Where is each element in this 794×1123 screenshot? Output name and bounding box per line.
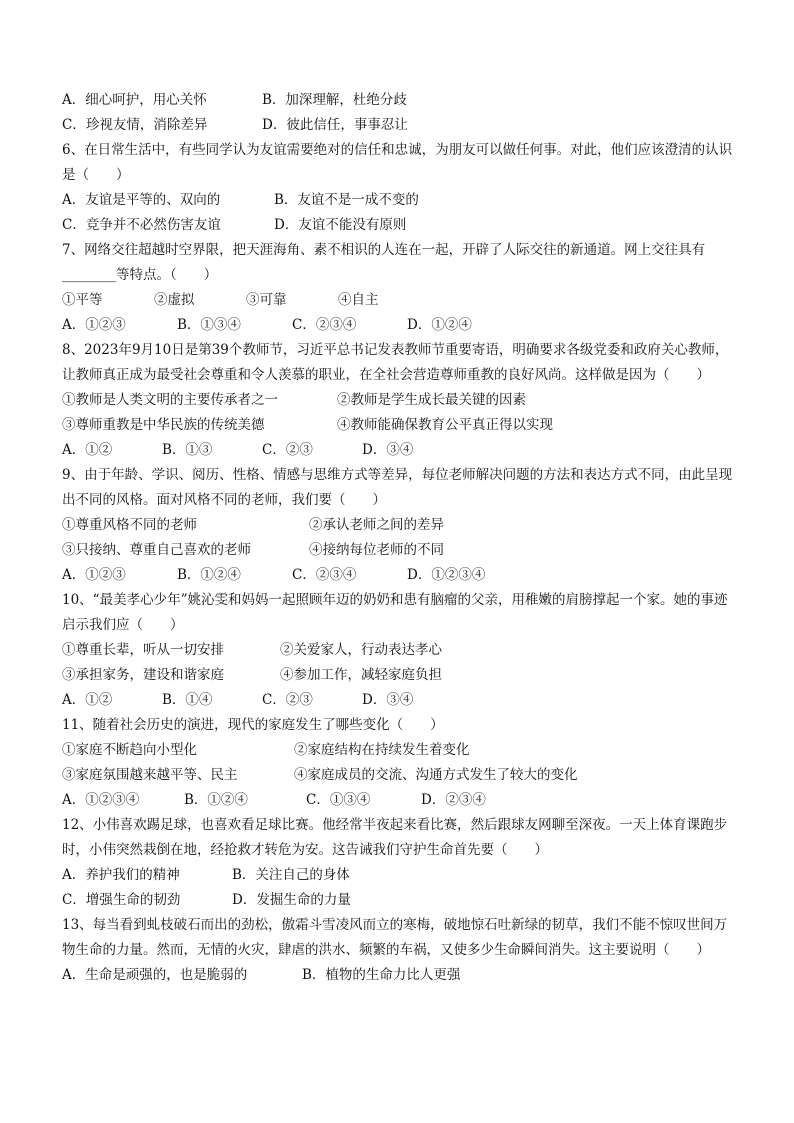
statement-row (62, 288, 734, 313)
option-b: B．①④ (162, 692, 213, 708)
option-row (62, 88, 734, 113)
option-c: C．竞争并不必然伤害友谊 (62, 217, 221, 233)
option-a: A．①② (62, 442, 113, 458)
option-d: D．发掘生命的力量 (232, 892, 351, 908)
question-stem: 13、每当看到虬枝破石而出的劲松，傲霜斗雪凌风而立的寒梅，破地惊石吐新绿的韧草，我们不能不惊叹世间万物生命的力量。然而，无情的火灾，肆虐的洪水、频繁的车祸，又使多少生命瞬间消失。这主要说明（ ） (62, 917, 728, 958)
option-b: B．友谊不是一成不变的 (274, 192, 419, 208)
statement-row (62, 738, 734, 763)
statement-1: ①尊重风格不同的老师 (62, 517, 197, 533)
option-a: A．①②③ (62, 567, 126, 583)
question-stem: 10、“最美孝心少年”姚沁雯和妈妈一起照顾年迈的奶奶和患有脑瘤的父亲，用稚嫩的肩膀撑起一个家。她的事迹启示我们应（ ） (62, 592, 728, 633)
statement-1: ①平等 (62, 292, 103, 308)
statement-4: ④教师能确保教育公平真正得以实现 (337, 417, 553, 433)
option-d: D．友谊不能没有原则 (274, 217, 407, 233)
exam-page (62, 88, 734, 988)
statement-4: ④家庭成员的交流、沟通方式发生了较大的变化 (294, 767, 578, 783)
statement-3: ③只接纳、尊重自己喜欢的老师 (62, 542, 251, 558)
statement-2: ②教师是学生成长最关键的因素 (337, 392, 526, 408)
option-d: D．②③④ (421, 792, 486, 808)
statement-row (62, 538, 734, 563)
statement-4: ④参加工作，减轻家庭负担 (280, 667, 442, 683)
option-c: C．②③ (262, 442, 313, 458)
statement-3: ③尊师重教是中华民族的传统美德 (62, 417, 265, 433)
option-c: C．②③④ (292, 317, 357, 333)
option-row (62, 188, 734, 213)
statement-row (62, 638, 734, 663)
option-b: B．①②④ (177, 567, 241, 583)
statement-row (62, 413, 734, 438)
statement-1: ①家庭不断趋向小型化 (62, 742, 197, 758)
option-row (62, 438, 734, 463)
option-a: A．细心呵护，用心关怀 (62, 92, 207, 108)
option-row (62, 213, 734, 238)
question-7 (62, 238, 734, 338)
option-a: A．养护我们的精神 (62, 867, 180, 883)
question-stem: 9、由于年龄、学识、阅历、性格、情感与思维方式等差异，每位老师解决问题的方法和表达方式不同，由此呈现出不同的风格。面对风格不同的老师，我们要（ ） (62, 467, 733, 508)
statement-3: ③可靠 (246, 292, 287, 308)
statement-2: ②关爱家人，行动表达孝心 (280, 642, 442, 658)
statement-3: ③家庭氛围越来越平等、民主 (62, 767, 238, 783)
question-13 (62, 913, 734, 988)
option-a: A．①②③④ (62, 792, 140, 808)
option-row (62, 863, 734, 888)
option-a: A．生命是顽强的，也是脆弱的 (62, 967, 248, 983)
option-b: B．①②④ (184, 792, 248, 808)
question-9 (62, 463, 734, 588)
question-6 (62, 138, 734, 238)
question-stem: 8、2023年9月10日是第39个教师节，习近平总书记发表教师节重要寄语，明确要求各级党委和政府关心教师，让教师真正成为最受社会尊重和令人羡慕的职业，在全社会营造尊师重教的良好风尚。这样做是因为（ ） (62, 342, 729, 383)
option-b: B．关注自己的身体 (232, 867, 350, 883)
option-b: B．植物的生命力比人更强 (302, 967, 461, 983)
option-c: C．珍视友情，消除差异 (62, 117, 208, 133)
option-row (62, 313, 734, 338)
statement-2: ②家庭结构在持续发生着变化 (294, 742, 470, 758)
statement-2: ②承认老师之间的差异 (309, 517, 444, 533)
question-stem: 11、随着社会历史的演进，现代的家庭发生了哪些变化（ ） (62, 717, 444, 733)
option-row (62, 113, 734, 138)
question-12 (62, 813, 734, 913)
option-a: A．①②③ (62, 317, 126, 333)
question-stem: 12、小伟喜欢踢足球，也喜欢看足球比赛。他经常半夜起来看比赛，然后跟球友网聊至深夜。一天上体育课跑步时，小伟突然栽倒在地，经抢救才转危为安。这告诫我们守护生命首先要（ ） (62, 817, 728, 858)
option-a: A．友谊是平等的、双向的 (62, 192, 221, 208)
option-d: D．彼此信任，事事忍让 (262, 117, 408, 133)
option-b: B．①③④ (177, 317, 241, 333)
statement-row (62, 388, 734, 413)
option-c: C．①③④ (306, 792, 371, 808)
question-stem: 7、网络交往超越时空界限，把天涯海角、素不相识的人连在一起，开辟了人际交往的新通道。网上交往具有________等特点。（ ） (62, 242, 706, 283)
statement-4: ④自主 (338, 292, 379, 308)
statement-row (62, 663, 734, 688)
statement-1: ①尊重长辈，听从一切安排 (62, 642, 224, 658)
option-a: A．①② (62, 692, 113, 708)
statement-4: ④接纳每位老师的不同 (309, 542, 444, 558)
statement-3: ③承担家务，建设和谐家庭 (62, 667, 224, 683)
option-c: C．②③④ (292, 567, 357, 583)
option-row (62, 788, 734, 813)
option-b: B．加深理解，杜绝分歧 (262, 92, 407, 108)
option-d: D．①②④ (407, 317, 472, 333)
question-stem: 6、在日常生活中，有些同学认为友谊需要绝对的信任和忠诚，为朋友可以做任何事。对此，他们应该澄清的认识是（ ） (62, 142, 733, 183)
option-d: D．③④ (362, 442, 414, 458)
statement-row (62, 513, 734, 538)
option-c: C．②③ (262, 692, 313, 708)
option-d: D．①②③④ (407, 567, 486, 583)
option-row (62, 888, 734, 913)
question-10 (62, 588, 734, 713)
question-11 (62, 713, 734, 813)
option-d: D．③④ (362, 692, 414, 708)
option-row (62, 563, 734, 588)
statement-1: ①教师是人类文明的主要传承者之一 (62, 392, 278, 408)
question-8 (62, 338, 734, 463)
option-b: B．①③ (162, 442, 213, 458)
option-row (62, 688, 734, 713)
option-c: C．增强生命的韧劲 (62, 892, 181, 908)
option-row (62, 963, 734, 988)
statement-row (62, 763, 734, 788)
statement-2: ②虚拟 (154, 292, 195, 308)
